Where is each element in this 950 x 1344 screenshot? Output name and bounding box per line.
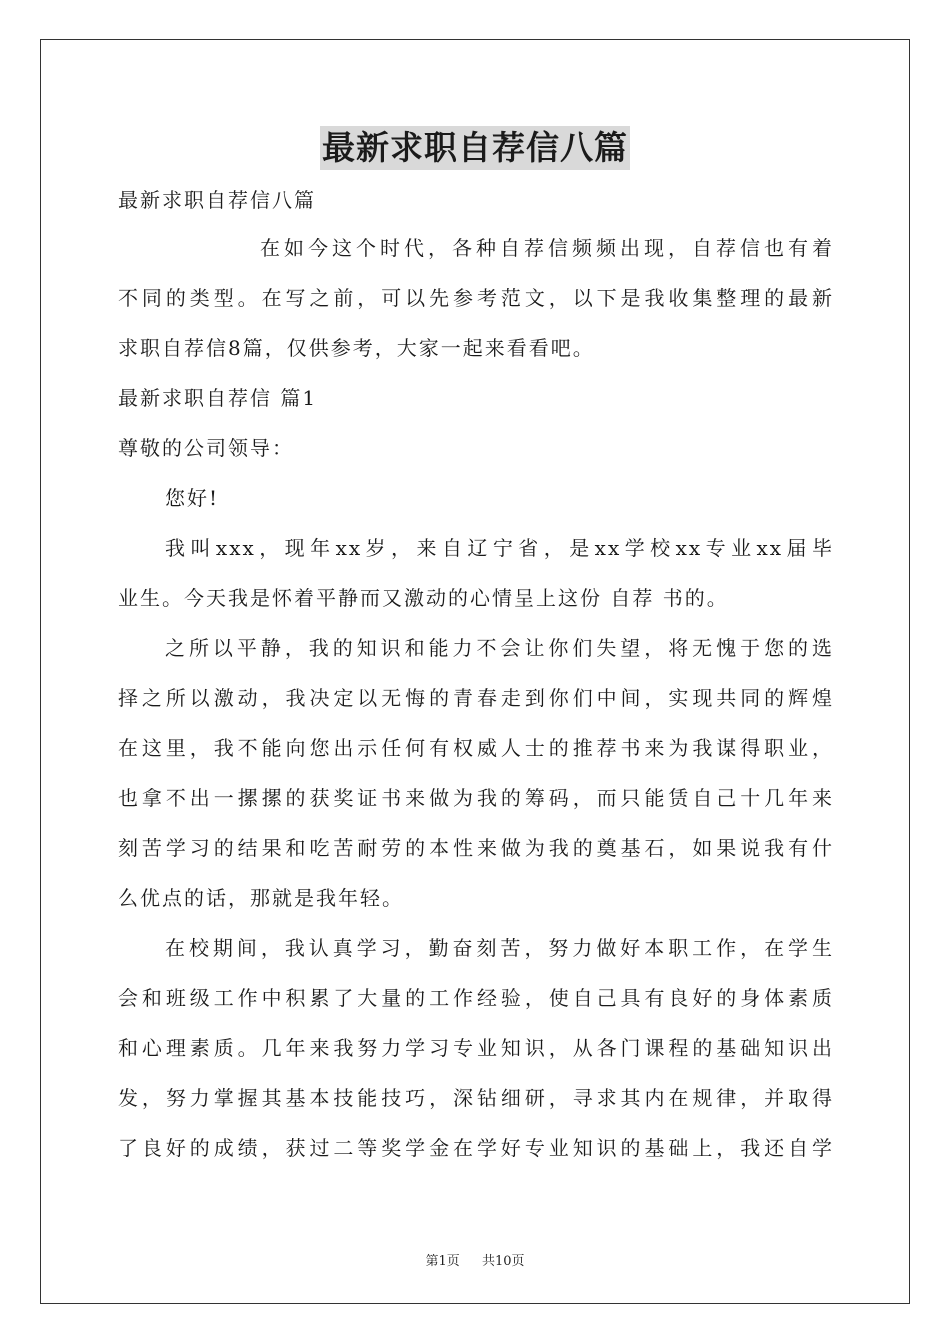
paragraph-line: 之所以平静，我的知识和能力不会让你们失望，将无愧于您的选 (165, 636, 834, 660)
document-title: 最新求职自荐信八篇 (320, 126, 630, 170)
paragraph-line: 在如今这个时代，各种自荐信频频出现，自荐信也有着 (260, 236, 834, 260)
paragraph-line: 在这里，我不能向您出示任何有权威人士的推荐书来为我谋得职业， (118, 736, 834, 760)
paragraph-line: 么优点的话，那就是我年轻。 (118, 886, 404, 910)
paragraph-line: 了良好的成绩，获过二等奖学金在学好专业知识的基础上，我还自学 (118, 1136, 834, 1160)
page-footer (0, 1250, 950, 1269)
paragraph-line: 刻苦学习的结果和吃苦耐劳的本性来做为我的奠基石，如果说我有什 (118, 836, 834, 860)
greeting: 您好! (165, 486, 220, 510)
subtitle: 最新求职自荐信八篇 (118, 188, 316, 212)
paragraph-line: 和心理素质。几年来我努力学习专业知识，从各门课程的基础知识出 (118, 1036, 834, 1060)
paragraph-line: 不同的类型。在写之前，可以先参考范文，以下是我收集整理的最新 (118, 286, 834, 310)
paragraph-line: 求职自荐信8篇，仅供参考，大家一起来看看吧。 (118, 336, 595, 360)
page-number: 第1页 (425, 1254, 460, 1269)
paragraph-line: 择之所以激动，我决定以无悔的青春走到你们中间，实现共同的辉煌 (118, 686, 834, 710)
paragraph-line: 也拿不出一摞摞的获奖证书来做为我的筹码，而只能赁自己十几年来 (118, 786, 834, 810)
paragraph-line: 我叫xxx，现年xx岁，来自辽宁省，是xx学校xx专业xx届毕 (165, 536, 834, 560)
paragraph-line: 业生。今天我是怀着平静而又激动的心情呈上这份 自荐 书的。 (118, 586, 729, 610)
paragraph-line: 在校期间，我认真学习，勤奋刻苦，努力做好本职工作，在学生 (165, 936, 834, 960)
paragraph-line: 会和班级工作中积累了大量的工作经验，使自己具有良好的身体素质 (118, 986, 834, 1010)
total-pages: 共10页 (482, 1254, 525, 1269)
document-body (118, 177, 834, 1173)
paragraph-line: 发，努力掌握其基本技能技巧，深钻细研，寻求其内在规律，并取得 (118, 1086, 834, 1110)
salutation: 尊敬的公司领导： (118, 436, 294, 460)
section-heading: 最新求职自荐信 篇1 (118, 386, 318, 410)
title-container (0, 126, 950, 170)
